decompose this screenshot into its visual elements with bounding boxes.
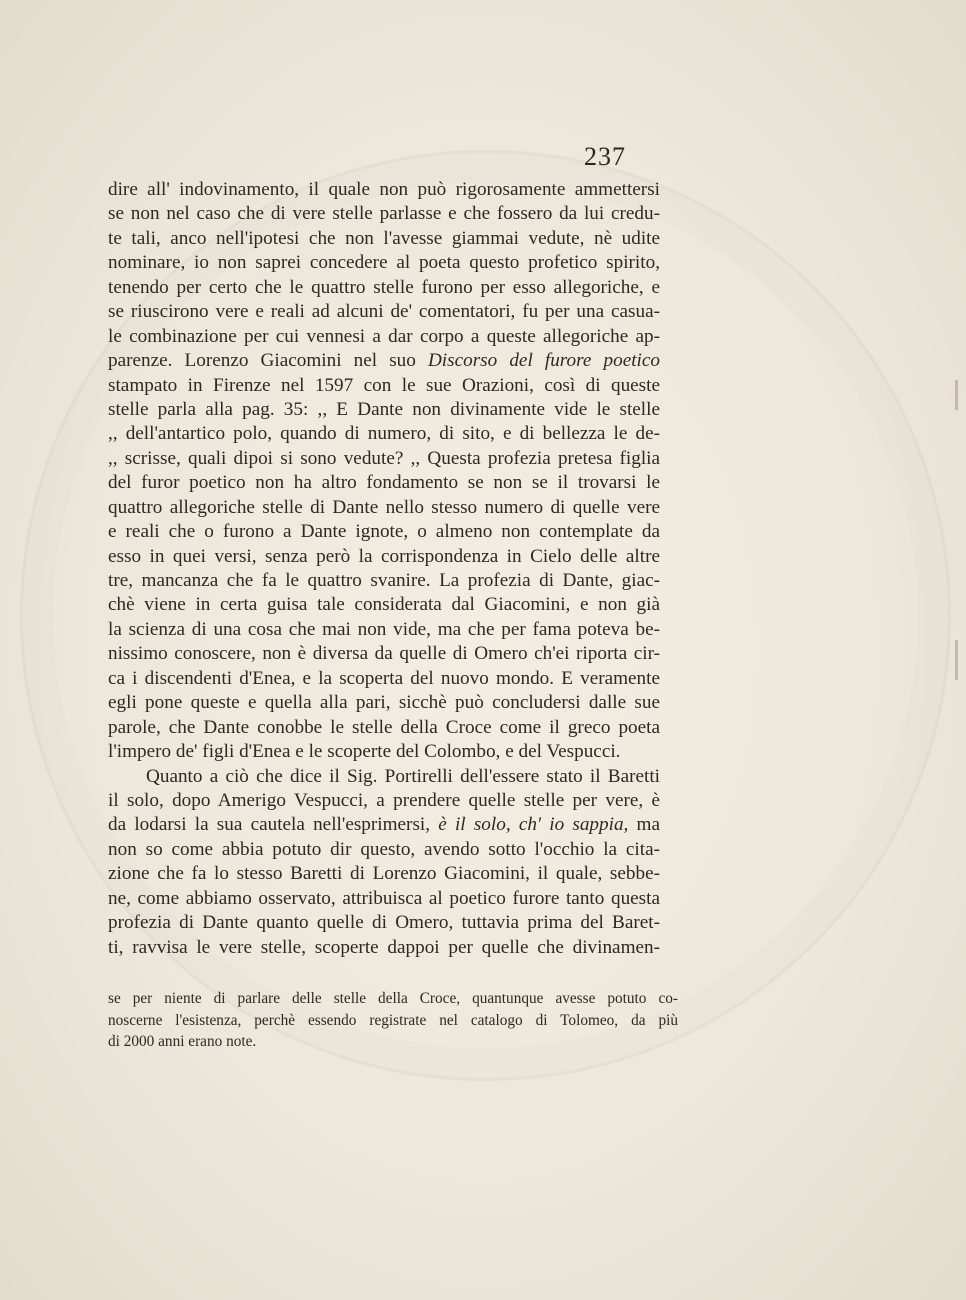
text-line: nominare, io non saprei concedere al poeta questo profetico spirito, [108, 252, 660, 274]
text-line: ti, ravvisa le vere stelle, scoperte dappoi per quelle che divinamen- [108, 936, 660, 958]
text-line: non so come abbia potuto dir questo, avendo sotto l'occhio la cita- [108, 838, 660, 860]
text-line: ,, scrisse, quali dipoi si sono vedute? ,, Questa profezia pretesa figlia [108, 447, 660, 469]
text-line: tenendo per certo che le quattro stelle furono per esso allegoriche, e [108, 276, 660, 298]
text-line: profezia di Dante quanto quelle di Omero, tuttavia prima del Baret- [108, 912, 660, 934]
text-line: la scienza di una cosa che mai non vide, ma che per fama poteva be- [108, 618, 660, 640]
footnote-line: di 2000 anni erano note. [108, 1033, 257, 1050]
footnote [108, 988, 678, 1053]
page-edge-mark [955, 640, 958, 680]
text-line: tre, mancanza che fa le quattro svanire. La profezia di Dante, giac- [108, 570, 660, 591]
text-line: se riuscirono vere e reali ad alcuni de' comentatori, fu per una casua- [108, 301, 660, 323]
text-line: nissimo conoscere, non è diversa da quelle di Omero ch'ei riporta cir- [108, 643, 660, 665]
text-line: quattro allegoriche stelle di Dante nello stesso numero di quelle vere [108, 496, 660, 518]
text-line: egli pone queste e quella alla pari, sicchè può concludersi dalle sue [108, 692, 660, 714]
italic-quote: è il solo, ch' io sappia, [438, 814, 629, 836]
text-line: il solo, dopo Amerigo Vespucci, a prendere quelle stelle per vere, è [108, 789, 660, 811]
body-text [108, 178, 660, 960]
text-line: del furor poetico non ha altro fondamento se non se il trovarsi le [108, 472, 660, 494]
text-line: e reali che o furono a Dante ignote, o almeno non contemplate da [108, 521, 660, 543]
footnote-line: se per niente di parlare delle stelle della Croce, quantunque avesse potuto co- [108, 990, 678, 1007]
text-line: stelle parla alla pag. 35: ,, E Dante non divinamente vide le stelle [108, 398, 660, 420]
text-line: zione che fa lo stesso Baretti di Lorenzo Giacomini, il quale, sebbe- [108, 863, 660, 885]
text-line: ca i discendenti d'Enea, e la scoperta del nuovo mondo. E veramente [108, 667, 660, 689]
text-line: stampato in Firenze nel 1597 con le sue Orazioni, così di queste [108, 374, 660, 396]
text-line: Quanto a ciò che dice il Sig. Portirelli dell'essere stato il Baretti [146, 765, 660, 787]
footnote-line: noscerne l'esistenza, perchè essendo registrate nel catalogo di Tolomeo, da più [108, 1011, 678, 1029]
text-line: esso in quei versi, senza però la corrispondenza in Cielo delle altre [108, 545, 660, 567]
text-line: ,, dell'antartico polo, quando di numero, di sito, e di bellezza le de- [108, 423, 660, 445]
text-line: se non nel caso che di vere stelle parlasse e che fossero da lui credu- [108, 203, 660, 225]
text-line: ne, come abbiamo osservato, attribuisca al poetico furore tanto questa [108, 887, 660, 909]
italic-title: Discorso del furore poetico [427, 350, 660, 372]
text-line: chè viene in certa guisa tale considerata dal Giacomini, e non già [108, 594, 660, 616]
page-number: 237 [584, 142, 626, 171]
text-line-with-italic-title: parenze. Lorenzo Giacomini nel suo Discorso del furore poetico [108, 350, 660, 372]
page-edge-mark [955, 380, 958, 410]
text-line: te tali, anco nell'ipotesi che non l'avesse giammai vedute, nè udite [108, 227, 660, 249]
text-line: dire all' indovinamento, il quale non può rigorosamente ammettersi [108, 179, 660, 200]
text-line: parole, che Dante conobbe le stelle della Croce come il greco poeta [108, 716, 660, 738]
text-line: l'impero de' figli d'Enea e le scoperte del Colombo, e del Vespucci. [108, 741, 621, 763]
text-line: le combinazione per cui vennesi a dar corpo a queste allegoriche ap- [108, 325, 660, 347]
text-line-with-italic-quote: da lodarsi la sua cautela nell'esprimersi, è il solo, ch' io sappia, ma [108, 814, 660, 836]
